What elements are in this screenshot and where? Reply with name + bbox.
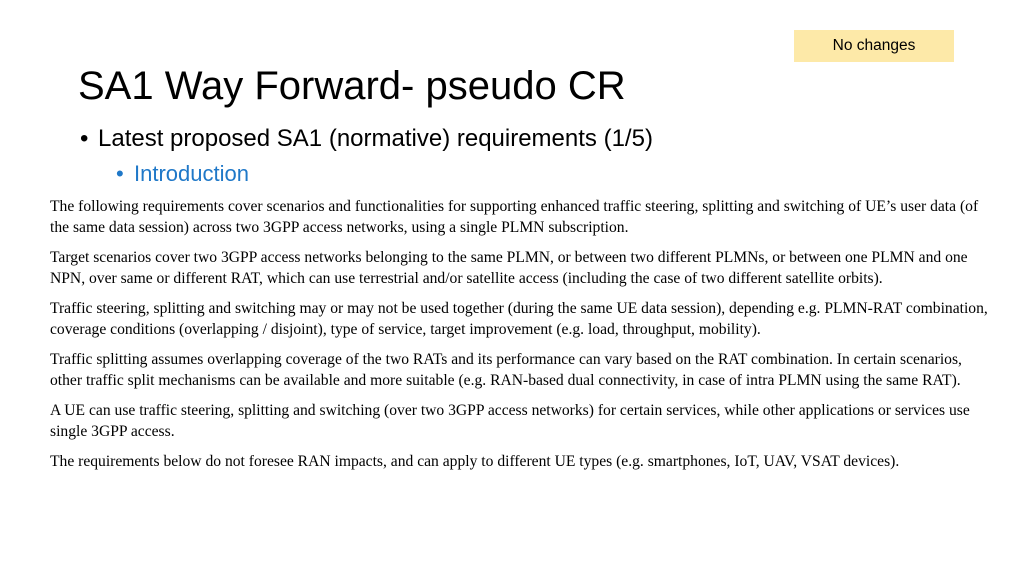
body-text xyxy=(50,196,990,481)
bullet-level-2-text: Introduction xyxy=(134,161,249,186)
paragraph-steering-combination: Traffic steering, splitting and switching may or may not be used together (during the same UE data session), depending e.g. PLMN-RAT combination, coverage conditions (overlapping / disjoint), type of service, target improvement (e.g. load, throughput, mobility). xyxy=(50,300,988,338)
paragraph-ran-impacts: The requirements below do not foresee RAN impacts, and can apply to different UE types (e.g. smartphones, IoT, UAV, VSAT devices). xyxy=(50,453,900,470)
paragraph-target-scenarios: Target scenarios cover two 3GPP access networks belonging to the same PLMN, or between two different PLMNs, or between one PLMN and one NPN, over same or different RAT, which can use terrestrial and/or satellite access (including the case of two different satellite orbits). xyxy=(50,249,968,287)
paragraph-ue-usage: A UE can use traffic steering, splitting and switching (over two 3GPP access networks) for certain services, while other applications or services use single 3GPP access. xyxy=(50,402,970,440)
bullet-marker: • xyxy=(80,125,89,152)
paragraph-traffic-splitting: Traffic splitting assumes overlapping coverage of the two RATs and its performance can vary based on the RAT combination. In certain scenarios, other traffic split mechanisms can be available and more suitable (e.g. RAN-based dual connectivity, in case of intra PLMN using the same RAT). xyxy=(50,351,962,389)
no-changes-badge: No changes xyxy=(794,30,954,62)
bullet-marker: • xyxy=(116,161,124,186)
slide-title: SA1 Way Forward- pseudo CR xyxy=(78,64,626,108)
paragraph-scope: The following requirements cover scenarios and functionalities for supporting enhanced traffic steering, splitting and switching of UE’s user data (of the same data session) across two 3GPP access networks, using a single PLMN subscription. xyxy=(50,198,979,236)
bullet-level-1-text: Latest proposed SA1 (normative) requirements (1/5) xyxy=(98,125,653,152)
bullet-level-1 xyxy=(80,124,653,154)
bullet-level-2 xyxy=(116,160,249,188)
